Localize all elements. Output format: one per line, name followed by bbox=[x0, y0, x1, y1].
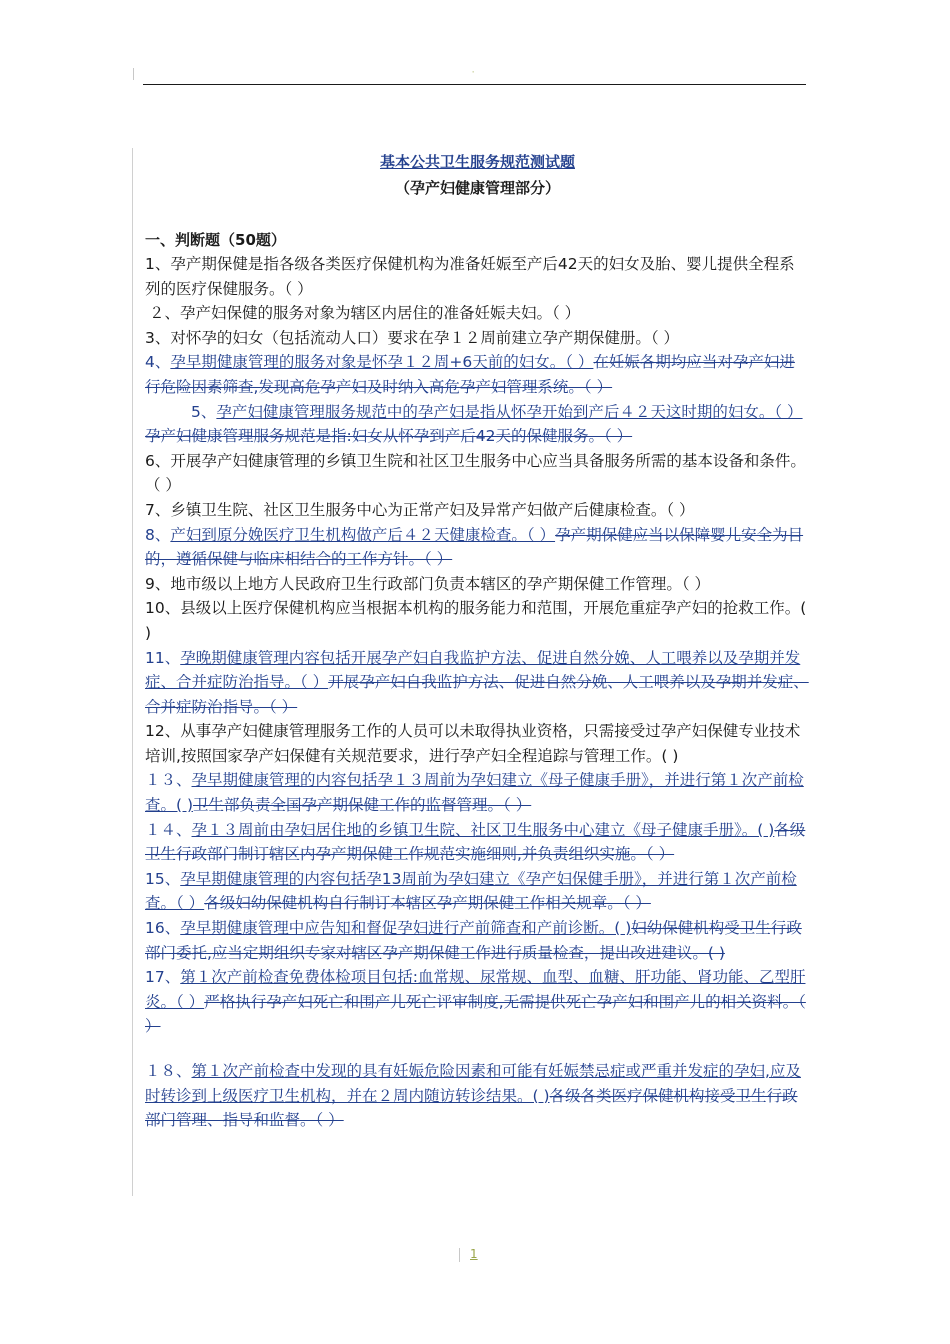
question-15-insertion: 孕早期健康管理的内容包括孕13周前为孕妇建立《孕产妇保健手册》，并进行第１次产前检查。（ ） bbox=[145, 869, 797, 913]
question-14-insertion: 孕１３周前由孕妇居住地的乡镇卫生院、社区卫生服务中心建立《母子健康手册》。( ) bbox=[191, 820, 775, 839]
footer-margin-tick bbox=[459, 1248, 460, 1262]
question-18 bbox=[145, 1059, 810, 1133]
question-9: 9、地市级以上地方人民政府卫生行政部门负责本辖区的孕产期保健工作管理。（ ） bbox=[145, 574, 711, 593]
question-7: 7、乡镇卫生院、社区卫生服务中心为正常产妇及异常产妇做产后健康检查。（ ） bbox=[145, 500, 695, 519]
question-8 bbox=[145, 523, 810, 572]
question-13-deletion: 卫生部负责全国孕产期保健工作的监督管理。（ ） bbox=[193, 796, 532, 815]
question-17-number: 17、 bbox=[145, 968, 181, 987]
question-13 bbox=[145, 768, 810, 817]
section-heading: 一、判断题（50题） bbox=[145, 231, 286, 249]
question-4-insertion: 孕早期健康管理的服务对象是怀孕１２周+6天前的妇女。（ ） bbox=[170, 353, 594, 372]
question-16 bbox=[145, 916, 810, 965]
question-5-insertion: 孕产妇健康管理服务规范中的孕产妇是指从怀孕开始到产后４２天这时期的妇女。（ ） bbox=[216, 402, 803, 421]
question-16-deletion: 妇幼保健机构受卫生行政部门委托,应当定期组织专家对辖区孕产期保健工作进行质量检查，提出改进建议。( ) bbox=[145, 919, 802, 962]
question-15-deletion: 各级妇幼保健机构自行制订本辖区孕产期保健工作相关规章。（ ） bbox=[204, 894, 651, 913]
question-2: ２、孕产妇保健的服务对象为辖区内居住的准备妊娠夫妇。（ ） bbox=[149, 304, 581, 323]
question-5-deletion: 孕产妇健康管理服务规范是指:妇女从怀孕到产后42天的保健服务。（ ） bbox=[145, 427, 633, 446]
question-15 bbox=[145, 867, 810, 916]
document-subtitle: （孕产妇健康管理部分） bbox=[394, 179, 560, 197]
question-16-insertion: 孕早期健康管理中应告知和督促孕妇进行产前筛查和产前诊断。( ) bbox=[180, 919, 632, 938]
document-body bbox=[145, 150, 810, 1133]
document-title: 基本公共卫生服务规范测试题 bbox=[379, 153, 575, 171]
question-13-number: １３、 bbox=[145, 771, 192, 790]
header-margin-tick bbox=[133, 68, 134, 80]
question-3: 3、对怀孕的妇女（包括流动人口）要求在孕１２周前建立孕产期保健册。（ ） bbox=[145, 328, 680, 347]
question-6: 6、开展孕产妇健康管理的乡镇卫生院和社区卫生服务中心应当具备服务所需的基本设备和条件。（ ） bbox=[145, 451, 806, 495]
question-11-insertion: 孕晚期健康管理内容包括开展孕产妇自我监护方法、促进自然分娩、人工喂养以及孕期并发症、合并症防治指导。（ ） bbox=[145, 648, 801, 692]
question-11 bbox=[145, 646, 810, 720]
question-16-number: 16、 bbox=[145, 919, 181, 938]
question-4 bbox=[145, 350, 810, 399]
question-8-insertion: 产妇到原分娩医疗卫生机构做产后４２天健康检查。（ ） bbox=[170, 525, 556, 544]
question-8-number: 8、 bbox=[145, 525, 171, 544]
question-14-deletion: 各级卫生行政部门制订辖区内孕产期保健工作规范实施细则,并负责组织实施。（ ） bbox=[145, 820, 806, 864]
question-4-deletion: 在妊娠各期均应当对孕产妇进行危险因素筛查,发现高危孕产妇及时纳入高危孕产妇管理系统。（ ） bbox=[145, 353, 795, 396]
header-mark: ﾞ bbox=[472, 71, 476, 79]
revision-margin-bar bbox=[132, 148, 133, 1196]
question-14-number: １４、 bbox=[145, 820, 192, 839]
question-18-number: １８、 bbox=[145, 1062, 192, 1080]
question-5 bbox=[145, 400, 810, 449]
question-15-number: 15、 bbox=[145, 869, 181, 888]
question-13-insertion: 孕早期健康管理的内容包括孕１３周前为孕妇建立《母子健康手册》，并进行第１次产前检查。( ) bbox=[145, 771, 804, 815]
question-10: 10、县级以上医疗保健机构应当根据本机构的服务能力和范围，开展危重症孕产妇的抢救工作。( ) bbox=[145, 599, 807, 642]
question-12: 12、从事孕产妇健康管理服务工作的人员可以未取得执业资格，只需接受过孕产妇保健专业技术培训,按照国家孕产妇保健有关规范要求，进行孕产妇全程追踪与管理工作。( ) bbox=[145, 722, 801, 765]
question-18-insertion: 第１次产前检查中发现的具有妊娠危险因素和可能有妊娠禁忌症或严重并发症的孕妇,应及时转诊到上级医疗卫生机构，并在２周内随访转诊结果。( ) bbox=[145, 1062, 801, 1105]
question-17-insertion: 第１次产前检查免费体检项目包括:血常规、尿常规、血型、血糖、肝功能、肾功能、乙型肝炎。（ ） bbox=[145, 968, 806, 1011]
question-17-deletion: 严格执行孕产妇死亡和围产儿死亡评审制度,无需提供死亡孕产妇和围产儿的相关资料。（ ） bbox=[145, 992, 806, 1036]
paragraph-gap bbox=[145, 1039, 810, 1059]
question-11-deletion: 开展孕产妇自我监护方法、促进自然分娩、人工喂养以及孕期并发症、合并症防治指导。（ ） bbox=[145, 673, 809, 716]
question-17 bbox=[145, 965, 810, 1039]
question-5-number: 5、 bbox=[191, 402, 217, 421]
question-8-deletion: 孕产期保健应当以保障婴儿安全为目的，遵循保健与临床相结合的工作方针。（ ） bbox=[145, 525, 804, 569]
header-rule bbox=[143, 84, 806, 85]
question-11-number: 11、 bbox=[145, 648, 181, 667]
question-18-deletion: 各级各类医疗保健机构接受卫生行政部门管理、指导和监督。（ ） bbox=[145, 1086, 798, 1130]
page-number: 1 bbox=[470, 1247, 478, 1261]
question-1: 1、孕产期保健是指各级各类医疗保健机构为准备妊娠至产后42天的妇女及胎、婴儿提供全程系列的医疗保健服务。（ ） bbox=[145, 255, 795, 298]
question-4-number: 4、 bbox=[145, 353, 171, 372]
question-14 bbox=[145, 818, 810, 867]
